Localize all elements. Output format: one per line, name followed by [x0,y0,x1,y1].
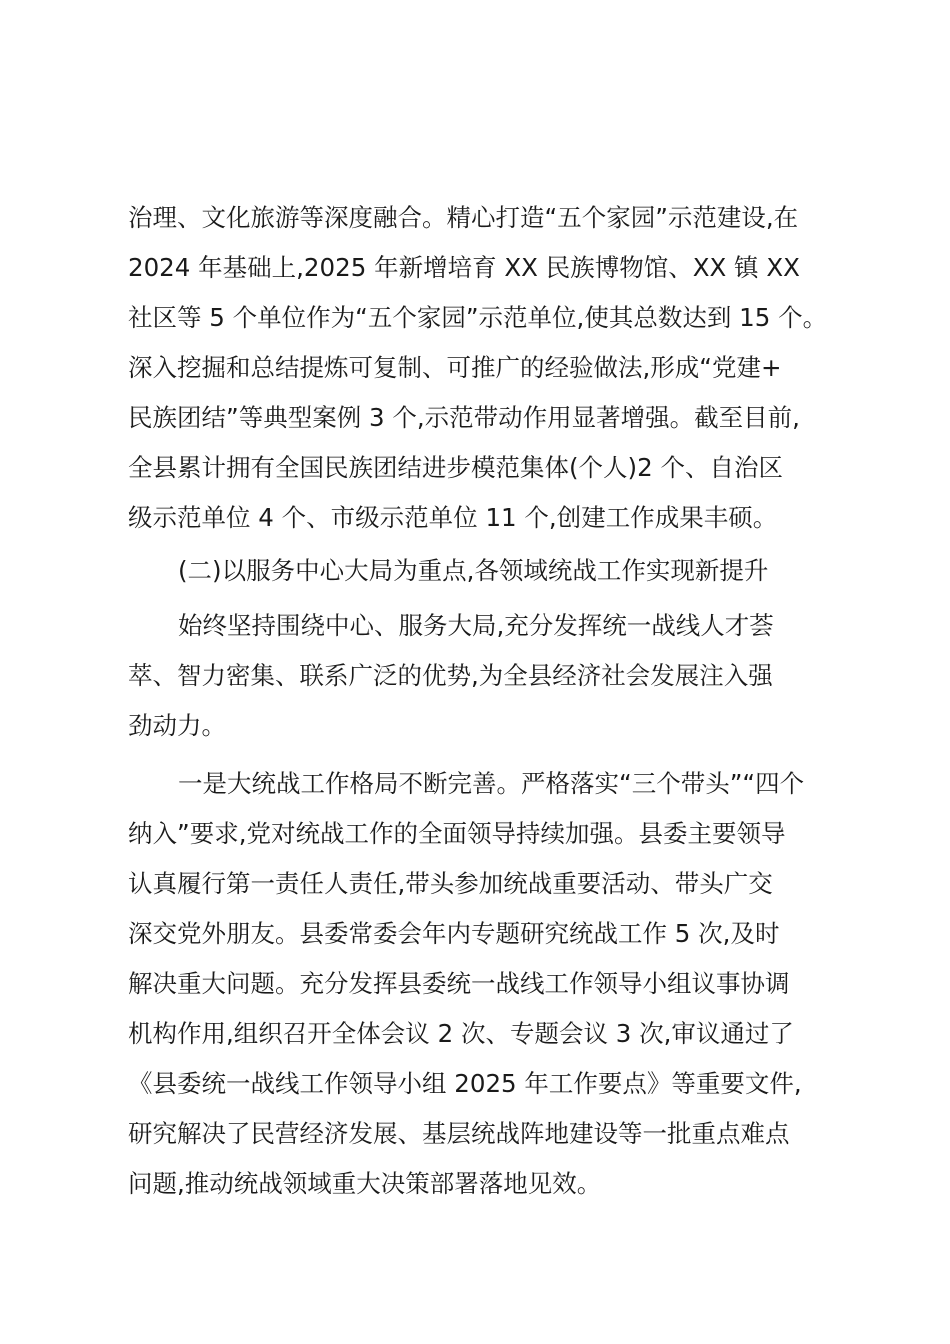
text-line: 解决重大问题。充分发挥县委统一战线工作领导小组议事协调 [128,969,790,998]
text-line: 研究解决了民营经济发展、基层统战阵地建设等一批重点难点 [128,1119,790,1148]
text-line: 始终坚持围绕中心、服务大局,充分发挥统一战线人才荟 [178,611,774,640]
text-line: 纳入”要求,党对统战工作的全面领导持续加强。县委主要领导 [128,819,786,848]
text-line: 萃、智力密集、联系广泛的优势,为全县经济社会发展注入强 [128,661,773,690]
text-line: 深入挖掘和总结提炼可复制、可推广的经验做法,形成“党建+ [128,353,782,382]
text-line: 《县委统一战线工作领导小组 2025 年工作要点》等重要文件, [128,1069,802,1098]
text-line: 全县累计拥有全国民族团结进步模范集体(个人)2 个、自治区 [128,453,783,482]
paragraph-united-front-pattern [128,759,828,1209]
text-line: 机构作用,组织召开全体会议 2 次、专题会议 3 次,审议通过了 [128,1019,794,1048]
text-line: 社区等 5 个单位作为“五个家园”示范单位,使其总数达到 15 个。 [128,303,828,332]
text-line: 问题,推动统战领域重大决策部署落地见效。 [128,1169,602,1198]
text-line: 认真履行第一责任人责任,带头参加统战重要活动、带头广交 [128,869,773,898]
text-line: 级示范单位 4 个、市级示范单位 11 个,创建工作成果丰硕。 [128,503,778,532]
paragraph-serve-center [128,601,828,751]
text-line: 劲动力。 [128,711,226,740]
text-line: 深交党外朋友。县委常委会年内专题研究统战工作 5 次,及时 [128,919,780,948]
document-body [128,193,828,1209]
paragraph-five-homes [128,193,828,543]
text-line: 民族团结”等典型案例 3 个,示范带动作用显著增强。截至目前, [128,403,800,432]
text-line: 2024 年基础上,2025 年新增培育 XX 民族博物馆、XX 镇 XX [128,253,800,282]
text-line: 一是大统战工作格局不断完善。严格落实“三个带头”“四个 [178,769,805,798]
text-line: 治理、文化旅游等深度融合。精心打造“五个家园”示范建设,在 [128,203,799,232]
section-heading: (二)以服务中心大局为重点,各领域统战工作实现新提升 [178,556,769,585]
